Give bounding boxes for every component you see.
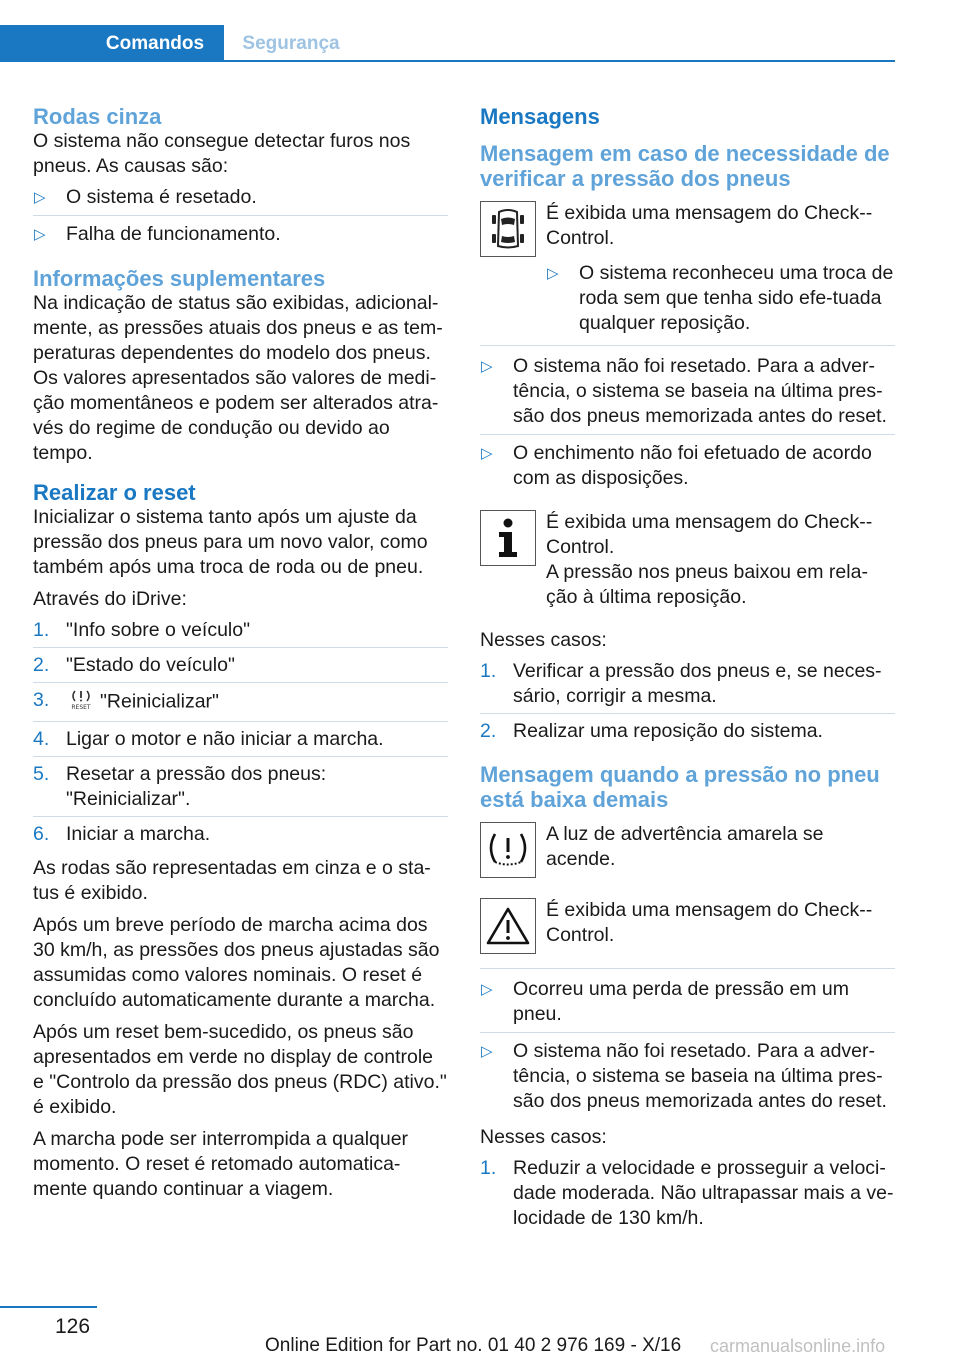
list-item: ▷ O enchimento não foi efetuado de acordo com as disposições. [481,442,872,489]
list-item: ▷ O sistema não foi resetado. Para a adver-tência, o sistema se baseia na última pres-são dos pneus memorizada antes do reset. [481,1040,887,1112]
tab-seguranca[interactable]: Segurança [242,33,340,54]
paragraph: Inicializar o sistema tanto após um ajuste da pressão dos pneus para um novo valor, como também após uma troca de roda ou de pneu. [33,506,428,578]
icon-text: É exibida uma mensagem do Check--Control. [546,899,873,946]
triangle-bullet-icon: ▷ [547,265,559,282]
list-item: 1. Verificar a pressão dos pneus e, se neces-sário, corrigir a mesma. [480,659,895,714]
icon-text: É exibida uma mensagem do Check--Control. [546,511,873,558]
steps-list [480,1156,895,1235]
reset-icon [68,688,94,717]
triangle-bullet-icon: ▷ [481,1043,493,1060]
left-column [33,100,448,1202]
list-item: ▷ Falha de funcionamento. [34,223,281,245]
page-number: 126 [55,1315,91,1338]
header-tabbar [0,25,895,62]
warning-triangle-icon [480,898,536,954]
paragraph: O sistema não consegue detectar furos nos pneus. As causas são: [33,130,411,177]
list-item: ▷ Ocorreu uma perda de pressão em um pneu. [480,977,895,1033]
paragraph: A pressão nos pneus baixou em rela-ção à última reposição. [546,561,868,608]
car-tires-icon [480,201,536,257]
paragraph: A marcha pode ser interrompida a qualquer momento. O reset é retomado automatica-mente quando continuar a viagem. [33,1128,409,1200]
triangle-bullet-icon: ▷ [481,981,493,998]
section-title-mensagens: Mensagens [480,104,600,129]
edition-text: Online Edition for Part no. 01 40 2 976 169 - X/16 [265,1335,682,1356]
tire-pressure-warning-icon [480,822,536,878]
section-title-pressao-baixa: Mensagem quando a pressão no pneu está baixa demais [480,762,880,812]
list-item: 5. Resetar a pressão dos pneus: "Reinicializar". [33,762,448,817]
info-icon [480,510,536,566]
list-item: 2. "Estado do veículo" [33,653,448,683]
paragraph: Nesses casos: [480,1126,607,1148]
bullet-list [33,185,448,252]
section-title-mensagem-verificar: Mensagem em caso de necessidade de verificar a pressão dos pneus [480,141,890,191]
paragraph: Na indicação de status são exibidas, adicional-mente, as pressões atuais dos pneus e as tem-peraturas dependentes do modelo dos pneus. Os valores apresentados são valores de medi-ção momentâneos e podem ser alterados atra-vés do regime de condução ou devido ao tempo. [33,292,443,464]
triangle-bullet-icon: ▷ [34,226,46,243]
paragraph: As rodas são representadas em cinza e o sta-tus é exibido. [33,857,431,904]
divider [480,968,895,969]
paragraph: Após um breve período de marcha acima dos 30 km/h, as pressões dos pneus ajustadas são assumidas como valores nominais. O reset é concluído automaticamente durante a marcha. [33,914,440,1011]
icon-row [480,201,895,257]
list-item: 3. RESET "Reinicializar" [33,688,448,722]
list-item: 1. Reduzir a velocidade e prosseguir a veloci-dade moderada. Não ultrapassar mais a ve-locidade de 130 km/h. [480,1157,894,1229]
section-title-informacoes: Informações suplementares [33,266,326,291]
steps-list [480,659,895,748]
tab-comandos[interactable]: Comandos [0,25,224,62]
paragraph: Após um reset bem-sucedido, os pneus são apresentados em verde no display de controle e "Controlo da pressão dos pneus (RDC) ativo." é exibido. [33,1021,447,1118]
steps-list [33,618,448,851]
sub-bullet-list [480,261,895,341]
list-item: 4. Ligar o motor e não iniciar a marcha. [33,727,448,757]
icon-row [480,822,895,878]
list-item: 6. Iniciar a marcha. [33,823,211,845]
list-item: ▷ O sistema reconheceu uma troca de roda sem que tenha sido efe-tuada qualquer reposição. [547,262,894,334]
paragraph: Nesses casos: [480,629,607,651]
triangle-bullet-icon: ▷ [481,445,493,462]
list-item: ▷ O sistema é resetado. [33,185,448,216]
svg-text:RESET: RESET [71,704,91,710]
icon-row [480,510,895,566]
icon-text: É exibida uma mensagem do Check--Control. [546,202,873,249]
footer-divider [0,1306,97,1308]
list-item: ▷ O sistema não foi resetado. Para a adver-tência, o sistema se baseia na última pres-são dos pneus memorizada antes do reset. [480,354,895,435]
bullet-list [480,354,895,496]
paragraph: Através do iDrive: [33,588,187,610]
list-item: 2. Realizar uma reposição do sistema. [480,720,823,742]
divider [480,345,895,346]
list-item: 1. "Info sobre o veículo" [33,618,448,648]
icon-text: A luz de advertência amarela se acende. [546,823,824,870]
triangle-bullet-icon: ▷ [481,358,493,375]
right-column [480,100,895,1240]
icon-row [480,898,895,954]
watermark: carmanualsonline.info [710,1336,886,1356]
section-title-realizar-reset: Realizar o reset [33,480,196,505]
bullet-list [480,977,895,1119]
section-title-rodas-cinza: Rodas cinza [33,104,162,129]
triangle-bullet-icon: ▷ [34,189,46,206]
